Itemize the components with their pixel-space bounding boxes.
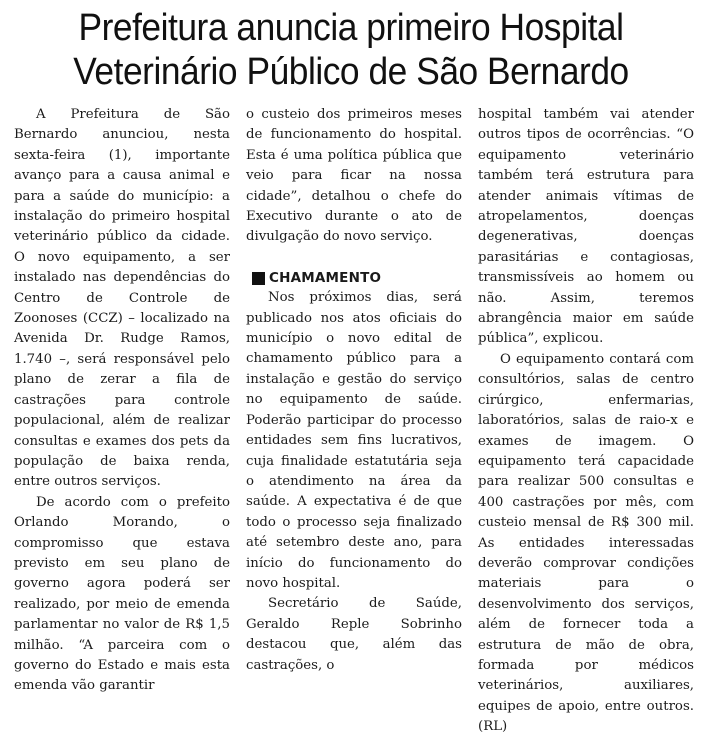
article-body bbox=[14, 105, 694, 735]
square-bullet-icon bbox=[252, 272, 265, 285]
column-2 bbox=[246, 105, 462, 680]
paragraph: O equipamento contará com consultórios, salas de centro cirúrgico, enfermarias, laboratórios, salas de raio-x e exames de imagem. O equipamento terá capacidade para realizar 500 consultas e 400 castrações por mês, com custeio mensal de R$ 300 mil. As entidades interessadas deverão comprovar condições materiais para o desenvolvimento dos serviços, além de fornecer toda a estrutura de mão de obra, formada por médicos veterinários, auxiliares, equipes de apoio, entre outros. (RL) bbox=[478, 351, 694, 735]
paragraph: hospital também vai atender outros tipos de ocorrências. “O equipamento veterinário também terá estrutura para atender animais vítimas de atropelamentos, doenças degenerativas, doenças parasitárias e contagiosas, transmissíveis ao homem ou não. Assim, teremos abrangência maior em saúde pública”, explicou. bbox=[478, 107, 694, 347]
spacer bbox=[246, 248, 462, 268]
headline-line-2: Veterinário Público de São Bernardo bbox=[73, 51, 629, 93]
paragraph: A Prefeitura de São Bernardo anunciou, nesta sexta-feira (1), importante avanço para a causa animal e para a saúde do município: a instalação do primeiro hospital veterinário público da cidade. O novo equipamento, a ser instalado nas dependências do Centro de Controle de Zoonoses (CCZ) – localizado na Avenida Dr. Rudge Ramos, 1.740 –, será responsável pelo plano de zerar a fila de castrações para controle populacional, além de realizar consultas e exames dos pets da população de baixa renda, entre outros serviços. bbox=[14, 107, 230, 490]
column-3 bbox=[478, 105, 694, 735]
column-1 bbox=[14, 105, 230, 694]
paragraph: Secretário de Saúde, Geraldo Reple Sobrinho destacou que, além das castrações, o bbox=[246, 596, 462, 673]
paragraph: o custeio dos primeiros meses de funcionamento do hospital. Esta é uma política pública que veio para ficar na nossa cidade”, detalhou o chefe do Executivo durante o ato de divulgação do novo serviço. bbox=[246, 107, 462, 245]
section-heading-label: CHAMAMENTO bbox=[269, 269, 382, 286]
paragraph: Nos próximos dias, será publicado nos atos oficiais do município o novo edital de chamamento público para a instalação e gestão do serviço no equipamento de saúde. Poderão participar do processo entidades sem fins lucrativos, cuja finalidade estatutária seja o atendimento na área da saúde. A expectativa é de que todo o processo seja finalizado até setembro deste ano, para início do funcionamento do novo hospital. bbox=[246, 290, 462, 591]
paragraph: De acordo com o prefeito Orlando Morando, o compromisso que estava previsto em seu plano de governo agora poderá ser realizado, por meio de emenda parlamentar no valor de R$ 1,5 milhão. “A parceira com o governo do Estado e mais esta emenda vão garantir bbox=[14, 494, 230, 694]
headline bbox=[25, 6, 678, 94]
section-heading bbox=[246, 268, 462, 288]
headline-line-1: Prefeitura anuncia primeiro Hospital bbox=[78, 7, 624, 49]
